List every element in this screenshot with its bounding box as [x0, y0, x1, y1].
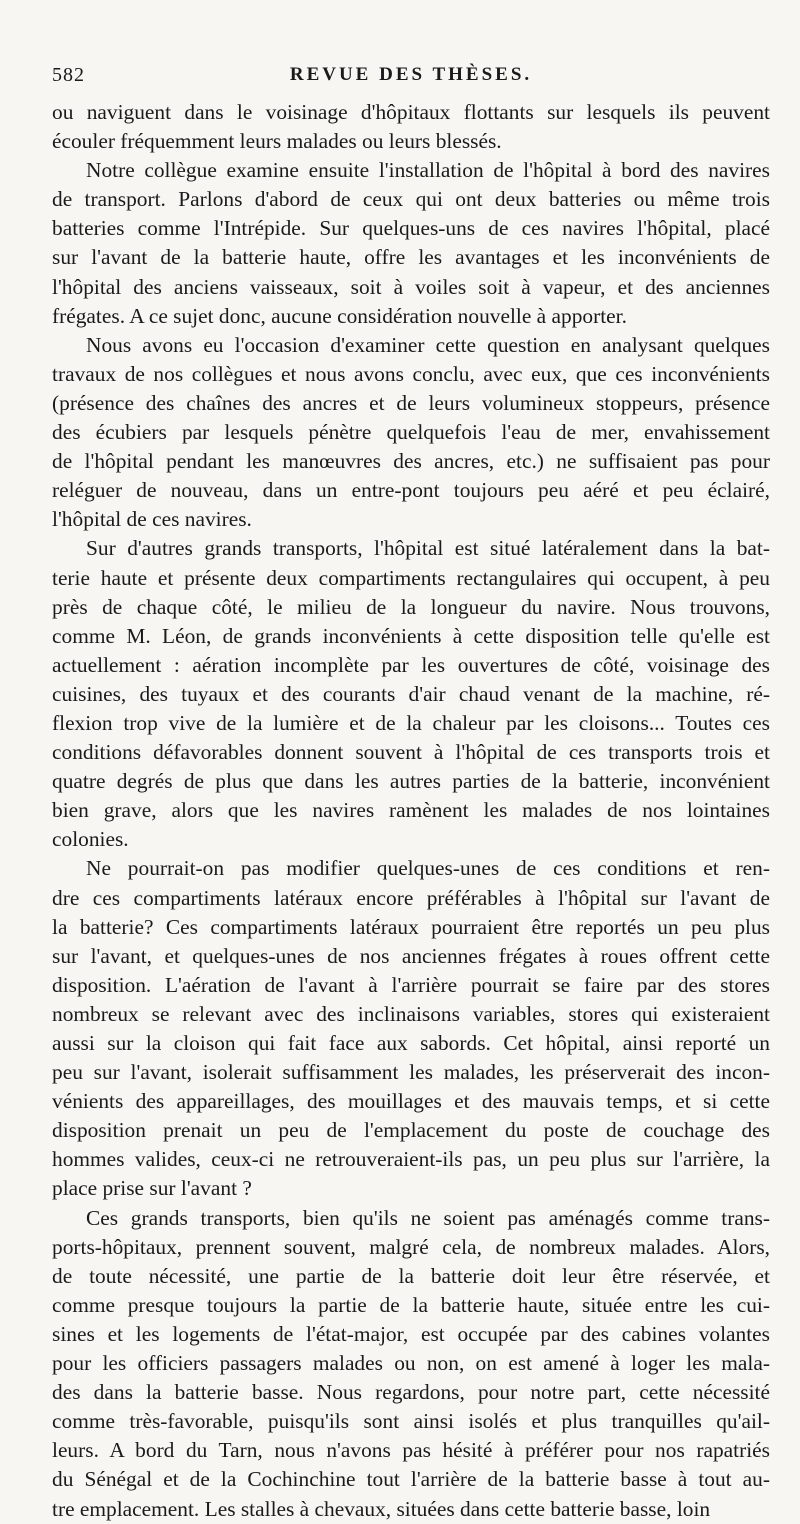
paragraph [52, 534, 770, 854]
text-line: Notre collègue examine ensuite l'installation de l'hôpital à bord des navires [86, 158, 770, 183]
page-number: 582 [52, 64, 85, 86]
text-line: terie haute et présente deux compartiments rectangulaires qui occupent, à peu [52, 565, 770, 590]
text-line: place prise sur l'avant ? [52, 1176, 252, 1201]
text-line: actuellement : aération incomplète par les ouvertures de côté, voisinage des [52, 652, 770, 677]
body-text [52, 98, 770, 1524]
text-line: peu sur l'avant, isolerait suffisamment les malades, les préserverait des incon- [52, 1060, 770, 1085]
text-line: ports-hôpitaux, prennent souvent, malgré cela, de nombreux malades. Alors, [52, 1234, 770, 1259]
text-line: dre ces compartiments latéraux encore préférables à l'hôpital sur l'avant de [52, 885, 770, 910]
text-line: la batterie? Ces compartiments latéraux pourraient être reportés un peu plus [52, 914, 770, 939]
text-line: tre emplacement. Les stalles à chevaux, situées dans cette batterie basse, loin [52, 1496, 711, 1521]
text-line: reléguer de nouveau, dans un entre-pont toujours peu aéré et peu éclairé, [52, 478, 770, 503]
text-line: vénients des appareillages, des mouillages et des mauvais temps, et si cette [52, 1089, 770, 1114]
text-line: hommes valides, ceux-ci ne retrouveraient-ils pas, un peu plus sur l'arrière, la [52, 1147, 770, 1172]
text-line: sines et les logements de l'état-major, est occupée par des cabines volantes [52, 1321, 770, 1346]
paragraph [52, 98, 770, 156]
text-line: de transport. Parlons d'abord de ceux qui ont deux batteries ou même trois [52, 187, 770, 212]
text-line: comme presque toujours la partie de la batterie haute, située entre les cui- [52, 1292, 770, 1317]
text-line: (présence des chaînes des ancres et de leurs volumineux stoppeurs, présence [52, 390, 770, 415]
paragraph [52, 854, 770, 1203]
text-line: près de chaque côté, le milieu de la longueur du navire. Nous trouvons, [52, 594, 770, 619]
text-line: Ces grands transports, bien qu'ils ne soient pas aménagés comme trans- [86, 1205, 770, 1230]
text-line: Ne pourrait-on pas modifier quelques-unes de ces conditions et ren- [86, 856, 770, 881]
text-line: comme très-favorable, puisqu'ils sont ainsi isolés et plus tranquilles qu'ail- [52, 1409, 770, 1434]
text-line: quatre degrés de plus que dans les autres parties de la batterie, inconvénient [52, 769, 770, 794]
text-line: Nous avons eu l'occasion d'examiner cette question en analysant quelques [86, 332, 770, 357]
text-line: disposition prenait un peu de l'emplacement du poste de couchage des [52, 1118, 770, 1143]
text-line: colonies. [52, 827, 129, 852]
text-line: de l'hôpital pendant les manœuvres des ancres, etc.) ne suffisaient pas pour [52, 449, 770, 474]
paragraph [52, 156, 770, 331]
text-line: nombreux se relevant avec des inclinaisons variables, stores qui existeraient [52, 1001, 770, 1026]
text-line: l'hôpital de ces navires. [52, 507, 252, 532]
text-line: frégates. A ce sujet donc, aucune considération nouvelle à apporter. [52, 303, 627, 328]
text-line: conditions défavorables donnent souvent à l'hôpital de ces transports trois et [52, 740, 770, 765]
journal-title: REVUE DES THÈSES. [289, 64, 533, 85]
text-line: flexion trop vive de la lumière et de la chaleur par les cloisons... Toutes ces [52, 710, 770, 735]
text-line: disposition. L'aération de l'avant à l'arrière pourrait se faire par des stores [52, 972, 770, 997]
text-line: pour les officiers passagers malades ou non, on est amené à loger les mala- [52, 1351, 770, 1376]
text-line: des dans la batterie basse. Nous regardons, pour notre part, cette nécessité [52, 1380, 770, 1405]
text-line: aussi sur la cloison qui fait face aux sabords. Cet hôpital, ainsi reporté un [52, 1031, 770, 1055]
text-line: écouler fréquemment leurs malades ou leurs blessés. [52, 129, 502, 154]
text-line: comme M. Léon, de grands inconvénients à cette disposition telle qu'elle est [52, 623, 770, 648]
paragraph [52, 1204, 770, 1524]
running-head [52, 64, 770, 98]
text-line: ou naviguent dans le voisinage d'hôpitaux flottants sur lesquels ils peuvent [52, 100, 770, 124]
text-line: bien grave, alors que les navires ramènent les malades de nos lointaines [52, 798, 770, 823]
text-line: sur l'avant, et quelques-unes de nos anciennes frégates à roues offrent cette [52, 943, 770, 968]
text-line: batteries comme l'Intrépide. Sur quelques-uns de ces navires l'hôpital, placé [52, 216, 770, 241]
text-line: Sur d'autres grands transports, l'hôpital est situé latéralement dans la bat- [86, 536, 770, 561]
text-line: cuisines, des tuyaux et des courants d'air chaud venant de la machine, ré- [52, 681, 770, 706]
text-line: de toute nécessité, une partie de la batterie doit leur être réservée, et [52, 1263, 770, 1288]
text-line: travaux de nos collègues et nous avons conclu, avec eux, que ces inconvénients [52, 361, 770, 386]
text-line: sur l'avant de la batterie haute, offre les avantages et les inconvénients de [52, 245, 770, 270]
paragraph [52, 331, 770, 535]
text-line: des écubiers par lesquels pénètre quelquefois l'eau de mer, envahissement [52, 420, 770, 445]
text-line: leurs. A bord du Tarn, nous n'avons pas hésité à préférer pour nos rapatriés [52, 1438, 770, 1463]
text-line: l'hôpital des anciens vaisseaux, soit à voiles soit à vapeur, et des anciennes [52, 274, 770, 299]
text-line: du Sénégal et de la Cochinchine tout l'arrière de la batterie basse à tout au- [52, 1467, 770, 1492]
